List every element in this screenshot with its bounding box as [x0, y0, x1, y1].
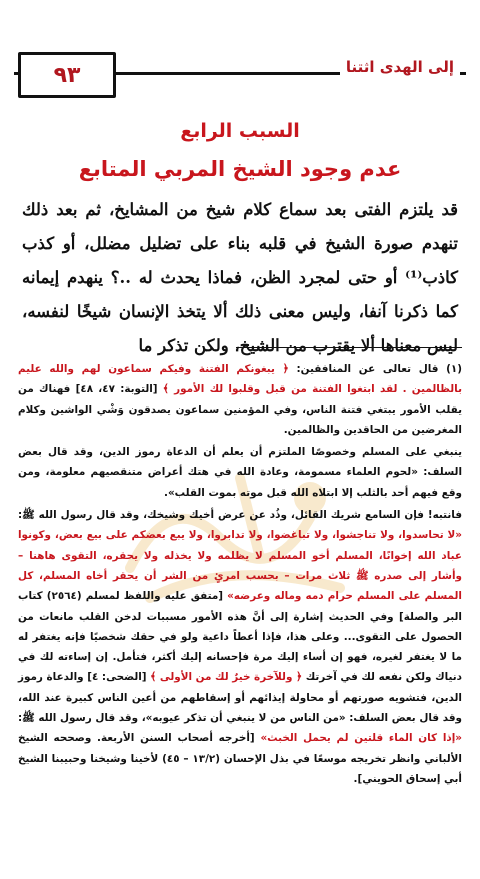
footnote-divider	[236, 347, 462, 348]
chapter-title: عدم وجود الشيخ المربي المتابع	[78, 157, 402, 181]
running-title: إلى الهدى اثتنا	[340, 58, 460, 76]
page-number: ٩٣	[18, 52, 116, 98]
footnotes	[18, 359, 462, 791]
footnote-1: (١) قال تعالى عن المنافقين: ﴿ يبغونكم الفتنة وفيكم سماعون لهم والله عليم بالظالمين . لقد ابتغوا الفتنة من قبل وقلبوا لك الأمور ﴾ [التوبة: ٤٧، ٤٨] فهناك من يقلب الأمور يبتغي فتنة الناس، وفي المؤمنين سماعون يصدقون وَشْي الواشين وكلام المغرضين من الحاقدين والظالمين.	[18, 363, 462, 436]
hadith-quote: «لا تحاسدوا، ولا تناجشوا، ولا تباغضوا، ولا تدابروا، ولا يبع بعضكم على بيع بعض، وكونوا عباد الله إخوانًا، المسلم أخو المسلم لا يظلمه ولا يخذله ولا يحقره، التقوى هاهنا – وأشار إلى صدره ﷺ ثلاث مرات – بحسب امرئٍ من الشر أن يحقر أخاه المسلم، كل المسلم على المسلم حرام دمه وماله وعرضه»	[18, 529, 462, 603]
section-heading: السبب الرابع	[180, 120, 300, 142]
footnote-paragraph-3: فانتبه! فإن السامع شريك القائل، وذُد عن عرض أخيك وشيخك، وقد قال رسول الله ﷺ: «لا تحاسدوا، ولا تناجشوا، ولا تباغضوا، ولا تدابروا، ولا يبع بعضكم على بيع بعض، وكونوا عباد الله إخوانًا، المسلم أخو المسلم لا يظلمه ولا يخذله ولا يحقره، التقوى هاهنا – وأشار إلى صدره ﷺ ثلاث مرات – بحسب امرئٍ من الشر أن يحقر أخاه المسلم، كل المسلم على المسلم حرام دمه وماله وعرضه» [متفق عليه واللفظ لمسلم (٢٥٦٤) كتاب البر والصلة] وفي الحديث إشارة إلى أنَّ هذه الأمور مسببات لدخن القلب مانعات من الحصول على التقوى... وعلى هذا، فإذا أعطاً داعية ولو في حقك شخصيًا فإنه يغتفر له ما لا يغتفر لغيره، فهو إن أساء إليك مرة فإحسانه إليك أكثر، فتأمل. إن إساءته لك في دنياك ولكن نفعه لك في آخرتك ﴿ وللآخرة خيرٌ لك من الأولى ﴾ [الضحى: ٤] والدعاة رموز الدين، فتشويه صورتهم أو محاولة إيذائهم أو إسقاطهم من أعين الناس كبيرة عند الله، وقد قال بعض السلف: «من الناس من لا ينبغي أن تذكر عيوبه»، وقد قال رسول الله ﷺ: «إذا كان الماء قلتين لم يحمل الخبث» [أخرجه أصحاب السنن الأربعة. وصححه الشيخ الألباني وانظر تخريجه موسعًا في بذل الإحسان (١٣/٢ – ٤٥) لأخينا وشيخنا وحبيبنا الشيخ أبي إسحاق الحويني].	[18, 509, 463, 785]
hadith-quote-2: «إذا كان الماء قلتين لم يحمل الخبث»	[260, 732, 462, 745]
quran-quote: ﴿ يبغونكم الفتنة وفيكم سماعون لهم والله عليم بالظالمين . لقد ابتغوا الفتنة من قبل وقلبوا لك الأمور ﴾	[18, 363, 462, 396]
main-paragraph: قد يلتزم الفتى بعد سماع كلام شيخ من المشايخ، ثم بعد ذلك تنهدم صورة الشيخ في قلبه بناء على تضليل مضلل، أو كذب كاذب⁽¹⁾ أو حتى لمجرد الظن، فماذا يحدث له ..؟ ينهدم إيمانه كما ذكرنا آنفا، وليس معنى ذلك ألا يتخذ الإنسان شيخًا لنفسه، ليس معناها ألا يقترب من الشيخ، ولكن تذكر ما	[22, 200, 458, 355]
footnote-paragraph-2: ينبغي على المسلم وخصوصًا الملتزم أن يعلم أن الدعاة رموز الدين، وقد قال بعض السلف: «لحوم العلماء مسمومة، وعادة الله في هتك أعراض متنقصيهم معلومة، ومن وقع فيهم أحد بالثلب إلا ابتلاه الله قبل موته بموت القلب».	[18, 446, 462, 499]
quran-quote-2: ﴿ وللآخرة خيرٌ لك من الأولى ﴾	[150, 671, 303, 684]
